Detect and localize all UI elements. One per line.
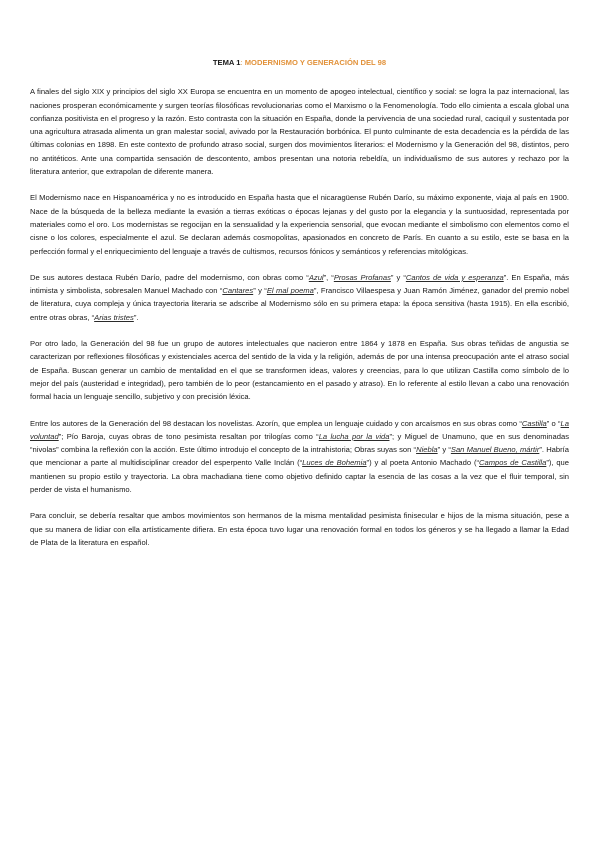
- work-title-link[interactable]: San Manuel Bueno, mártir: [450, 445, 540, 455]
- title-tema: TEMA 1: [212, 58, 241, 67]
- work-title-link[interactable]: Luces de Bohemia: [302, 458, 367, 468]
- text-run: ”.: [133, 312, 139, 322]
- work-title-link[interactable]: Niebla: [416, 445, 438, 455]
- text-run: ” y “: [253, 286, 267, 296]
- page-title: [30, 56, 569, 69]
- text-run: De sus autores destaca Rubén Darío, padre del modernismo, con obras como “: [30, 272, 309, 282]
- work-title-link[interactable]: Campos de Castilla: [479, 458, 547, 468]
- text-run: ”. En España, más intimista y simbolista, sobresalen Manuel Machado con “: [30, 272, 570, 296]
- work-title-link[interactable]: La lucha por la vida: [318, 431, 390, 441]
- paragraph-introduction: A finales del siglo XIX y principios del siglo XX Europa se encuentra en un momento de apogeo intelectual, científico y social: se logra la paz internacional, las naciones prosperan económicamente y surgen teorías filosóficas revolucionarias como el Marxismo o la Fenomenología. Todo ello cimienta a escala global una confianza positivista en el progreso y la razón. Esto contrasta con la situación en España, donde la pervivencia de una sociedad rural, caciquil y sustentada por una agricultura atrasada alimenta un gran malestar social, avivado por la Restauración borbónica. El punto culminante de esta decadencia es la pérdida de las últimas colonias en 1898. En este contexto de profundo atraso social, surgen dos movimientos literarios: el Modernismo y la Generación del 98, distintos, pero no antitéticos. Ante una compartida sensación de descontento, ambos presentan una notoria rebeldía, un individualismo de sus autores y rechazo por la literatura anterior, que extrapolan de diferente manera.: [30, 87, 569, 177]
- work-title-link[interactable]: Castilla: [521, 418, 547, 428]
- paragraph-generacion-98: Por otro lado, la Generación del 98 fue un grupo de autores intelectuales que nacieron entre 1864 y 1878 en España. Sus obras teñidas de angustia se caracterizan por reflexiones filosóficas y existenciales acerca del sentido de la vida y la religión, además de por una intensa preocupación ante el atraso social de España. Buscan generar un cambio de mentalidad en el que se transformen ideas, valores y creencias, para lo que utilizan Castilla como símbolo de lo mejor del país (austeridad e integridad), pero también de lo peor (estancamiento en el pasado y atraso). En lo referente al estilo llevan a cabo una renovación formal hacia un lenguaje sencillo, subjetivo y con precisión léxica.: [30, 339, 569, 402]
- text-run: ”, Francisco Villaespesa y Juan Ramón Jiménez, ganador del premio nobel de literatura, cuya compleja y única trayectoria literaria se adscribe al Modernismo sólo en su primera etapa: la época sensitiva (hasta 1915). En ella escribió, entre otras obras, “: [30, 286, 569, 322]
- work-title-link[interactable]: La voluntad: [30, 418, 569, 441]
- work-title-link[interactable]: El mal poema: [266, 286, 314, 296]
- work-title-link[interactable]: Arias tristes: [94, 312, 134, 322]
- text-run: ”, “: [323, 272, 334, 282]
- title-topic: MODERNISMO Y GENERACIÓN DEL 98: [244, 58, 387, 67]
- text-run: ”) y al poeta Antonio Machado (“: [366, 458, 480, 468]
- text-run: ”), que mantienen su propio estilo y trayectoria. La obra machadiana tiene como objetivo definido captar la esencia de las cosas a la vez que el fluir temporal, sin perder de vista el humanismo.: [30, 458, 570, 495]
- text-run: ”; y Miguel de Unamuno, que en sus denominadas “nivolas” combina la reflexión con la acción. Este último introdujo el concepto de la intrahistoria; Obras suyas son “: [30, 431, 569, 455]
- work-title-link[interactable]: Cantares: [222, 286, 254, 296]
- paragraph-modernismo: El Modernismo nace en Hispanoamérica y no es introducido en España hasta que el nicaragüense Rubén Darío, su máximo exponente, viaja al país en 1900. Nace de la búsqueda de la belleza mediante la evasión a tierras exóticas o épocas lejanas y del gusto por la elegancia y la suntuosidad, representada por materiales como el oro. Los modernistas se regocijan en la sensualidad y la experiencia sensorial, que evocan mediante el simbolismo con elementos como el cisne o los colores, especialmente el azul. Se declaran además cosmopolitas, apasionados en concreto de París. En cuanto a su estilo, este se basa en la perfección formal y el enriquecimiento del lenguaje a través de cultismos, recursos fónicos y semánticos y referencias mitológicas.: [30, 193, 569, 256]
- paragraph-modernismo-authors: [30, 271, 569, 324]
- text-run: ”; Pío Baroja, cuyas obras de tono pesimista resaltan por trilogías como “: [58, 431, 319, 441]
- text-run: Entre los autores de la Generación del 98 destacan los novelistas. Azorín, que emplea un lenguaje cuidado y con arcaísmos en sus obras como “: [30, 418, 522, 428]
- text-run: ” y “: [437, 445, 451, 455]
- work-title-link[interactable]: Azul: [308, 272, 324, 282]
- work-title-link[interactable]: Prosas Profanas: [333, 272, 391, 282]
- title-separator: :: [240, 58, 243, 67]
- text-run: ” y “: [390, 272, 406, 282]
- paragraph-generacion-98-authors: [30, 417, 569, 497]
- paragraph-conclusion: Para concluir, se debería resaltar que ambos movimientos son hermanos de la misma mentalidad pesimista finisecular e hijos de la misma situación, pese a que su manera de lidiar con ella artísticamente difiera. En esta época tuvo lugar una renovación formal en todos los géneros y se ha llegado a llamar la Edad de Plata de la literatura en español.: [30, 511, 569, 547]
- work-title-link[interactable]: Cantos de vida y esperanza: [405, 272, 504, 282]
- text-run: ” o “: [546, 418, 561, 428]
- text-run: ”. Habría que mencionar a parte al multidisciplinar creador del esperpento Valle Inclán (“: [30, 445, 569, 468]
